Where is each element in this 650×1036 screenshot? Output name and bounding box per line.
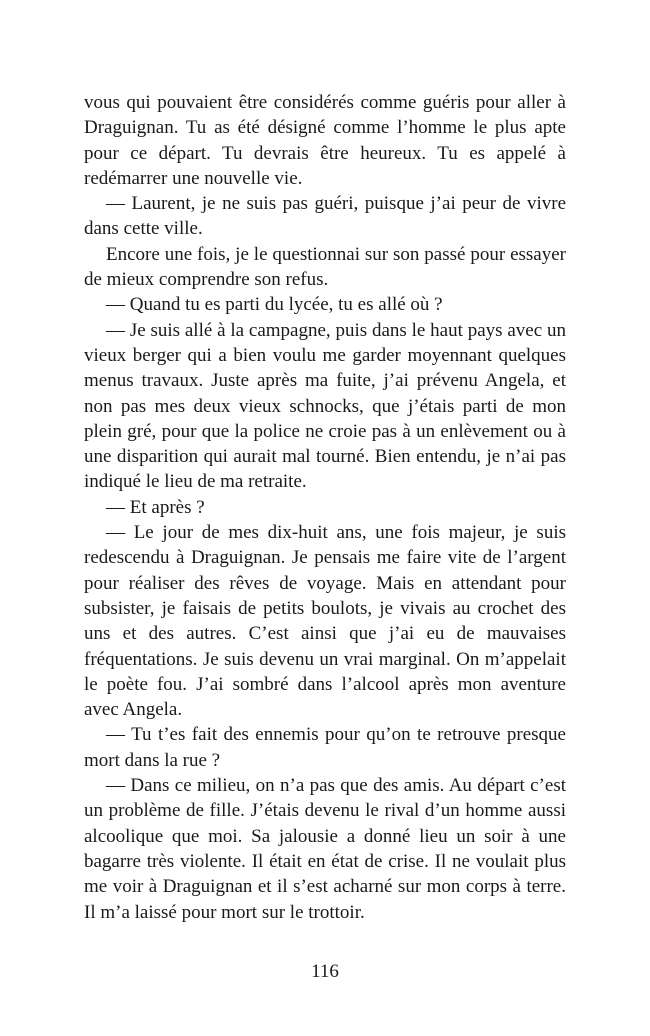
paragraph-4: — Quand tu es parti du lycée, tu es allé où ? bbox=[106, 294, 443, 316]
paragraph-7: — Le jour de mes dix-huit ans, une fois majeur, je suis redescendu à Draguignan. Je pensais me faire vite de l’argent pour réaliser des rêves de voyage. Mais en attendant pour subsister, je faisais de petits boulots, je vivais au crochet des uns et des autres. C’est ainsi que j’ai eu de mauvaises fréquentations. Je suis devenu un vrai marginal. On m’appelait le poète fou. J’ai sombré dans l’alcool après mon aventure avec Angela. bbox=[84, 522, 566, 721]
paragraph-1: vous qui pouvaient être considérés comme guéris pour aller à Draguignan. Tu as été désigné comme l’homme le plus apte pour ce départ. Tu devrais être heureux. Tu es appelé à redémarrer une nouvelle vie. bbox=[84, 92, 566, 189]
page-body bbox=[84, 90, 566, 925]
paragraph-6: — Et après ? bbox=[106, 496, 205, 518]
paragraph-5: — Je suis allé à la campagne, puis dans le haut pays avec un vieux berger qui a bien voulu me garder moyennant quelques menus travaux. Juste après ma fuite, j’ai prévenu Angela, et non pas mes deux vieux schnocks, que j’étais parti de mon plein gré, pour que la police ne croie pas à un enlèvement ou à une disparition qui aurait mal tourné. Bien entendu, je n’ai pas indiqué le lieu de ma retraite. bbox=[84, 319, 566, 493]
paragraph-8: — Tu t’es fait des ennemis pour qu’on te retrouve presque mort dans la rue ? bbox=[84, 724, 566, 771]
paragraph-9: — Dans ce milieu, on n’a pas que des amis. Au départ c’est un problème de fille. J’étais devenu le rival d’un homme aussi alcoolique que moi. Sa jalousie a donné lieu un soir à une bagarre très violente. Il était en état de crise. Il ne voulait plus me voir à Draguignan et il s’est acharné sur mon corps à terre. Il m’a laissé pour mort sur le trottoir. bbox=[84, 775, 566, 923]
paragraph-3: Encore une fois, je le questionnai sur son passé pour essayer de mieux comprendre son refus. bbox=[84, 243, 566, 291]
paragraph-2: — Laurent, je ne suis pas guéri, puisque j’ai peur de vivre dans cette ville. bbox=[84, 193, 566, 240]
page-number: 116 bbox=[311, 961, 339, 982]
